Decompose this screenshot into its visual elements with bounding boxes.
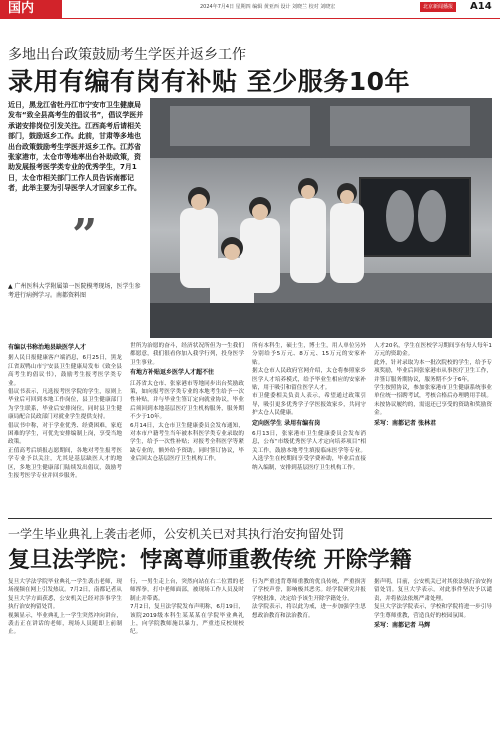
story1-column-1: [8, 342, 122, 481]
paragraph: 学生按照协议，参加张家港市卫生健康系统事业单位统一招聘考试，考核合格后办理聘用手续。未按协议履约的，需退还已享受的资助和奖励资金。: [374, 385, 492, 417]
story2-kicker: 一学生毕业典礼上袭击老师，公安机关已对其执行治安拘留处罚: [8, 527, 345, 541]
story2-column-1: [8, 578, 122, 637]
paragraph: 7月2日，复旦法学院发布声明称，6月19日，该院2019级本科生某某某在学院毕业典礼上，向学院教师施以暴力，严重违反校规校纪。: [130, 604, 244, 636]
paragraph: 此外，针对录取为本一批次院校的学生，给予专项奖励，毕业后回张家港市从事医疗卫生工作，并签订服务期协议，服务期不少于6年。: [374, 359, 492, 383]
page-header: [0, 0, 500, 18]
story2-column-4: [374, 578, 492, 632]
story2-column-3: [252, 578, 366, 620]
date-line: 2024年7月4日 星期四 编辑 黄亚西 设计 刘晓兰 校对 刘晓宏: [200, 4, 336, 10]
paragraph: 正值高考后填报志愿期间，各地对考生报考医学专业予以关注，尤其是基层缺医人才的地区，多地卫生健康部门陆续发出倡议，鼓励考生报考医学专业并回乡服务。: [8, 447, 122, 480]
story2-headline: 复旦法学院：悖离尊师重教传统 开除学籍: [8, 548, 412, 573]
paragraph: 6月14日，太仓市卫生健康委员会发布通知，对本市户籍考生当年被本科医学类专业录取的学生，给予一次性补贴；对报考全科医学等紧缺专业的，额外给予资助。同时签订协议，毕业后回太仓基层医疗卫生机构工作。: [130, 422, 244, 463]
paragraph: 复旦大学法学院表示，学校和学院将进一步引导学生尊师重教，营造良好的校园氛围。: [374, 604, 492, 619]
story1-column-2: [130, 342, 244, 464]
story2-column-2: [130, 578, 244, 637]
story1-column-3: [252, 342, 366, 472]
quote-mark-icon: ”: [72, 210, 98, 261]
paragraph: 倡议书表示，凡选报考医学院的学生，原则上毕业后可回到本地工作岗位，县卫生健康部门为学生联系，毕业后安排岗位，同时县卫生健康局配合民政部门对就业学生提供支持。: [8, 389, 122, 421]
story1-kicker: 多地出台政策鼓励考生学医并返乡工作: [8, 47, 246, 63]
paragraph: 据人民日报健康客户端消息，6月25日，黑龙江省双鸭山市宁安县卫生健康局发布《致全县高考生的倡议书》，鼓励考生报考医学类专业。: [8, 355, 122, 387]
story1-photo: [150, 98, 492, 338]
paragraph: 市卫健委相关负责人表示，希望通过政策引导，吸引更多优秀学子学医报效家乡，共同守护太仓人民健康。: [252, 393, 366, 417]
paragraph: 视频显示，毕业典礼上一学生突然冲向讲台，袭击正在讲话的老师，现场人员随即上前制止。: [8, 612, 122, 636]
paragraph: 法学院表示，将以此为戒，进一步加强学生思想政治教育和法治教育。: [252, 604, 366, 619]
story1-lead: [8, 100, 146, 194]
paragraph: 倡议书中称，对于学业优秀、经费困难，家庭困难的学生，可优先安排编制上岗，享受当地政策。: [8, 422, 122, 446]
story1-lead-text: 近日，黑龙江省牡丹江市宁安市卫生健康局发布“致全县高考生的倡议书”，倡议学医并承诺安排岗位引发关注。江西高考后请相关部门，鼓励返乡工作。此前，甘肃等多地也出台政策鼓励考生学医并返乡工作。江苏省张家港市，太仓市等地率出台补助政策，资助发展报考医学类专业的优秀学生，7月1日，太仓市相关部门工作人员告诉南都记者，此举主要为引导医学人才回家乡工作。: [8, 101, 144, 193]
paragraph: 所有本科生，硕士生，博士生，用人单位另外分别给予5万元、8万元、15万元的安家补贴。: [252, 343, 366, 366]
story1-headline: 录用有编有岗有补贴 至少服务10年: [8, 67, 410, 96]
paragraph: 行，一男生走上台，突然向站在右二位置的老师挥拳，打中老师面部，被现场工作人员及时制止并带离。: [130, 579, 244, 602]
paragraph: 江苏省太仓市、张家港市等地同步出台奖励政策，如向报考医学类专业的本地考生给予一次性补贴，并与毕业生签订定向就业协议，毕业后须回到本地基层医疗卫生机构服务，服务期不少于10年。: [130, 380, 244, 421]
page-number: A14: [470, 1, 492, 12]
story2-byline: 采写：南都记者 马辉: [374, 622, 431, 630]
section-label: 国内: [0, 0, 62, 18]
header-divider: [0, 18, 500, 19]
story1-subhead-2: 有地方补贴返乡医学人才超不往: [130, 369, 215, 377]
paragraph: 据太仓市人民政府官网介绍，太仓将参照家乡医学人才培养模式，给予毕业生相应的安家补贴，用于吸引和留住医学人才。: [252, 368, 366, 392]
paragraph: 复旦大学法学院毕业典礼一学生袭击老师，现场视频在网上引发热议。7月2日，南都记者从复旦大学方面获悉，公安机关已经对涉事学生执行治安拘留处罚。: [8, 579, 122, 611]
story1-subhead-1: 有编以书称治地县缺医学人才: [8, 344, 87, 351]
header-badge: 北京新闻播报: [420, 2, 456, 12]
photo-caption: ▲ 广州医科大学附属第一医院模考现场，医学生参考进行病例学习。南都资料图: [8, 283, 141, 299]
paragraph: 据声明，目前，公安机关已对其依法执行治安拘留处罚。复旦大学表示，对此事件坚决予以谴责，并将依法依规严肃处理。: [374, 579, 492, 602]
story1-column-4: [374, 342, 492, 430]
doctors-photo-illustration: [150, 98, 492, 338]
paragraph: 世所为治愿的奋斗，经济状况所但为一生我们都愿意，我们很看你加入我学行列，投身医学卫生事业。: [130, 343, 244, 366]
paragraph: 人才20名，学生在医校学习期间享有每人每年1万元的资助金。: [374, 343, 492, 358]
story1-subhead-3: 定向医学生 录用有编有岗: [252, 419, 321, 427]
paragraph: 6月13日，张家港市卫生健康委员会发布消息，公布“市级优秀医学人才定向培养项目”相关工作，鼓励本地考生填报临床医学等专业。入选学生在校期间享受学费补助，毕业后直接纳入编制，安排到基层医疗卫生机构工作。: [252, 431, 366, 471]
story1-byline: 采写：南都记者 张林君: [374, 419, 437, 427]
paragraph: 行为严重违背尊师重教的优良传统，严重损害了学校声誉，影响极其恶劣。经学院研究并报学校批准，决定给予该生开除学籍处分。: [252, 579, 366, 602]
story-separator: [8, 518, 492, 519]
